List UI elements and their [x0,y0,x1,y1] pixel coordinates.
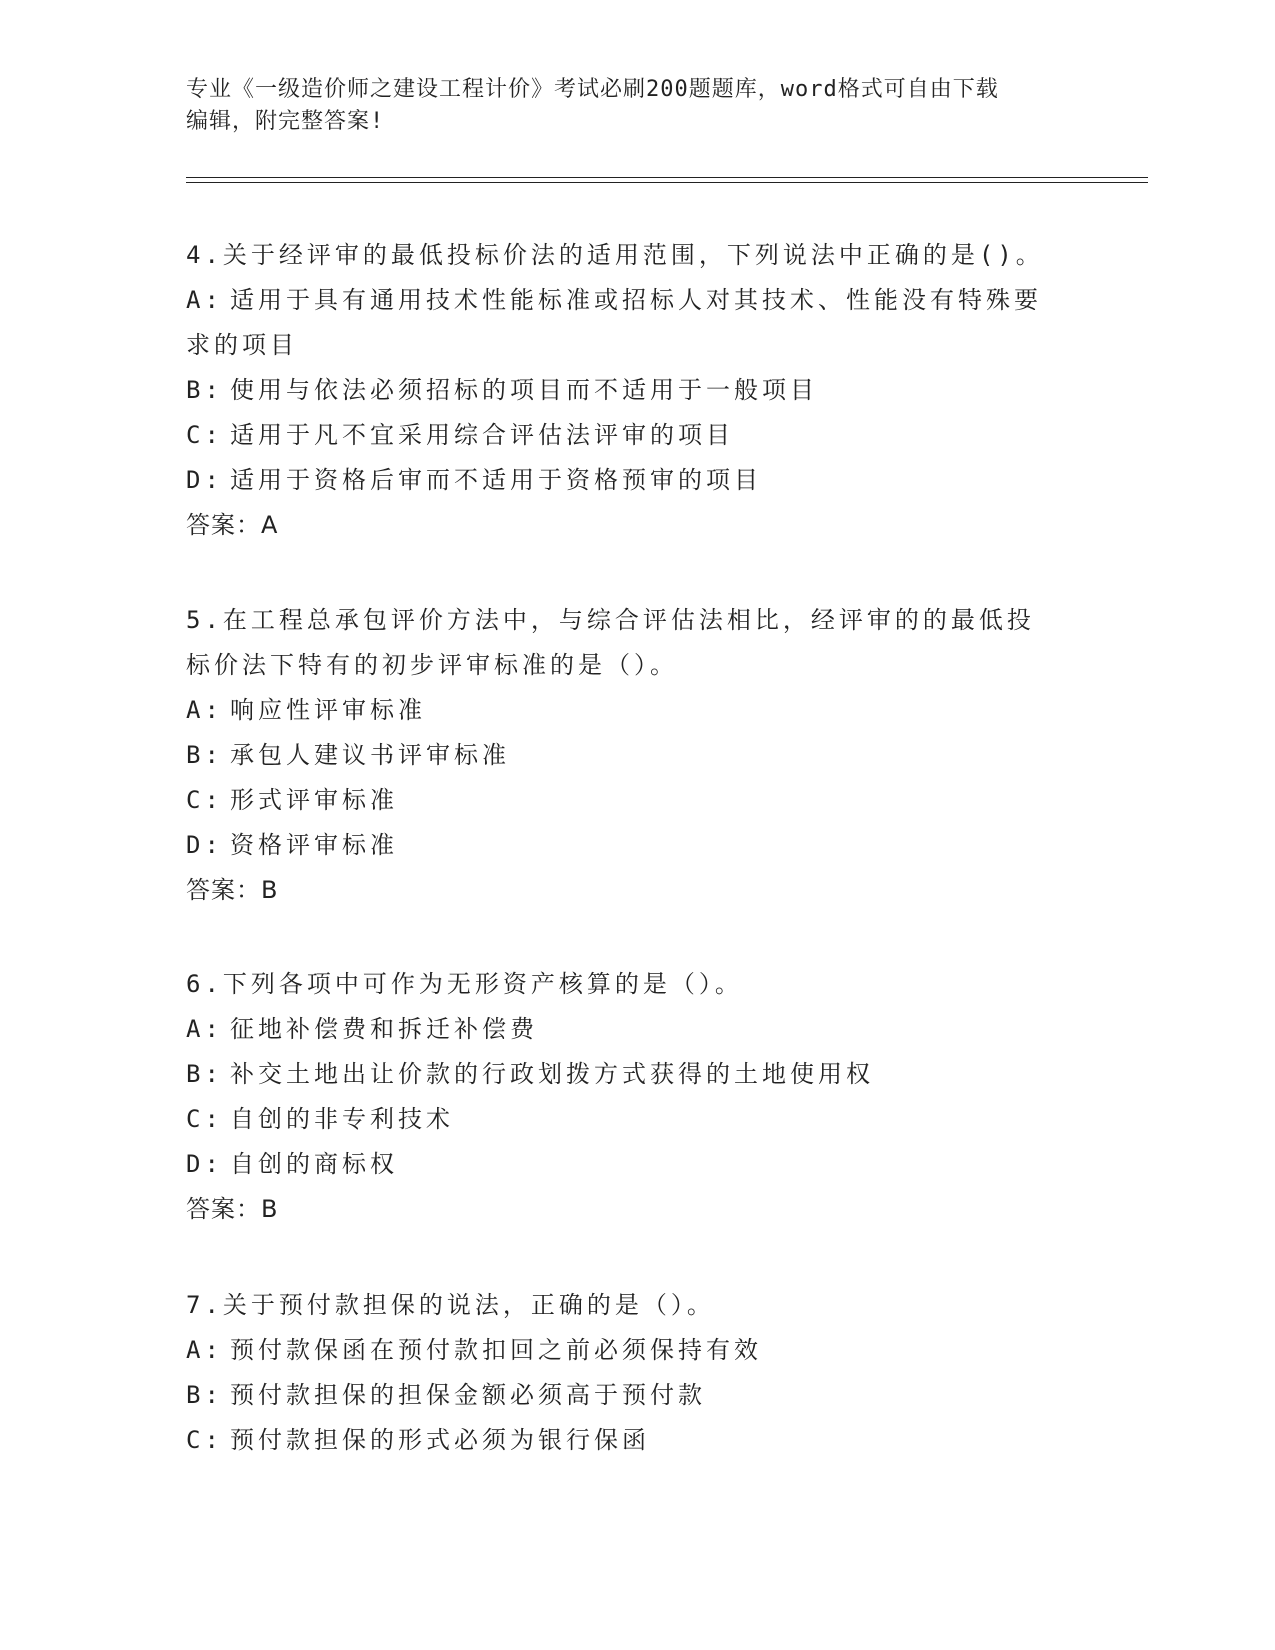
option-text: 预付款保函在预付款扣回之前必须保持有效 [230,1336,762,1364]
question-5 [186,598,1086,913]
option-label: A: [186,696,223,724]
option-label: D: [186,1150,223,1178]
option-label: C: [186,1105,223,1133]
option-label: A: [186,286,223,314]
option-b [186,368,1086,413]
document-header [186,74,1086,138]
question-stem: 4.关于经评审的最低投标价法的适用范围，下列说法中正确的是()。 [186,241,1044,269]
question-stem: 7.关于预付款担保的说法，正确的是（）。 [186,1291,715,1319]
option-a [186,1007,1086,1052]
option-c [186,1418,1086,1463]
option-a [186,278,1086,323]
option-label: B: [186,376,223,404]
header-line-1: 专业《一级造价师之建设工程计价》考试必刷200题题库，word格式可自由下载 [186,77,999,102]
option-d [186,458,1086,503]
option-text: 使用与依法必须招标的项目而不适用于一般项目 [230,376,818,404]
option-a-continued [186,323,1086,368]
option-label: B: [186,1381,223,1409]
header-divider-bottom [186,182,1148,183]
option-text: 形式评审标准 [230,786,398,814]
option-text: 响应性评审标准 [230,696,426,724]
option-text: 适用于具有通用技术性能标准或招标人对其技术、性能没有特殊要 [230,286,1042,314]
option-d [186,1142,1086,1187]
option-b [186,1052,1086,1097]
option-text: 自创的非专利技术 [230,1105,454,1133]
question-stem-line-1: 5.在工程总承包评价方法中，与综合评估法相比，经评审的的最低投 [186,606,1035,634]
answer: 答案：B [186,1195,279,1223]
option-text: 征地补偿费和拆迁补偿费 [230,1015,538,1043]
option-d [186,823,1086,868]
option-text: 预付款担保的形式必须为银行保函 [230,1426,650,1454]
option-c [186,778,1086,823]
option-text: 补交土地出让价款的行政划拨方式获得的土地使用权 [230,1060,874,1088]
question-7 [186,1283,1086,1463]
option-text: 资格评审标准 [230,831,398,859]
option-b [186,1373,1086,1418]
option-text: 求的项目 [186,331,298,359]
header-line-2: 编辑，附完整答案! [186,109,385,134]
option-c [186,1097,1086,1142]
answer: 答案：B [186,876,279,904]
option-label: C: [186,1426,223,1454]
option-text: 承包人建议书评审标准 [230,741,510,769]
option-text: 适用于凡不宜采用综合评估法评审的项目 [230,421,734,449]
option-label: C: [186,786,223,814]
question-4 [186,233,1086,548]
option-label: A: [186,1336,223,1364]
option-a [186,1328,1086,1373]
question-6 [186,962,1086,1232]
option-label: D: [186,466,223,494]
option-text: 预付款担保的担保金额必须高于预付款 [230,1381,706,1409]
answer: 答案：A [186,511,279,539]
question-stem-line-2: 标价法下特有的初步评审标准的是（）。 [186,651,678,679]
option-text: 自创的商标权 [230,1150,398,1178]
option-a [186,688,1086,733]
option-label: D: [186,831,223,859]
option-label: B: [186,1060,223,1088]
option-c [186,413,1086,458]
option-label: C: [186,421,223,449]
option-text: 适用于资格后审而不适用于资格预审的项目 [230,466,762,494]
question-stem: 6.下列各项中可作为无形资产核算的是（）。 [186,970,743,998]
option-b [186,733,1086,778]
option-label: A: [186,1015,223,1043]
header-divider-top [186,177,1148,178]
option-label: B: [186,741,223,769]
